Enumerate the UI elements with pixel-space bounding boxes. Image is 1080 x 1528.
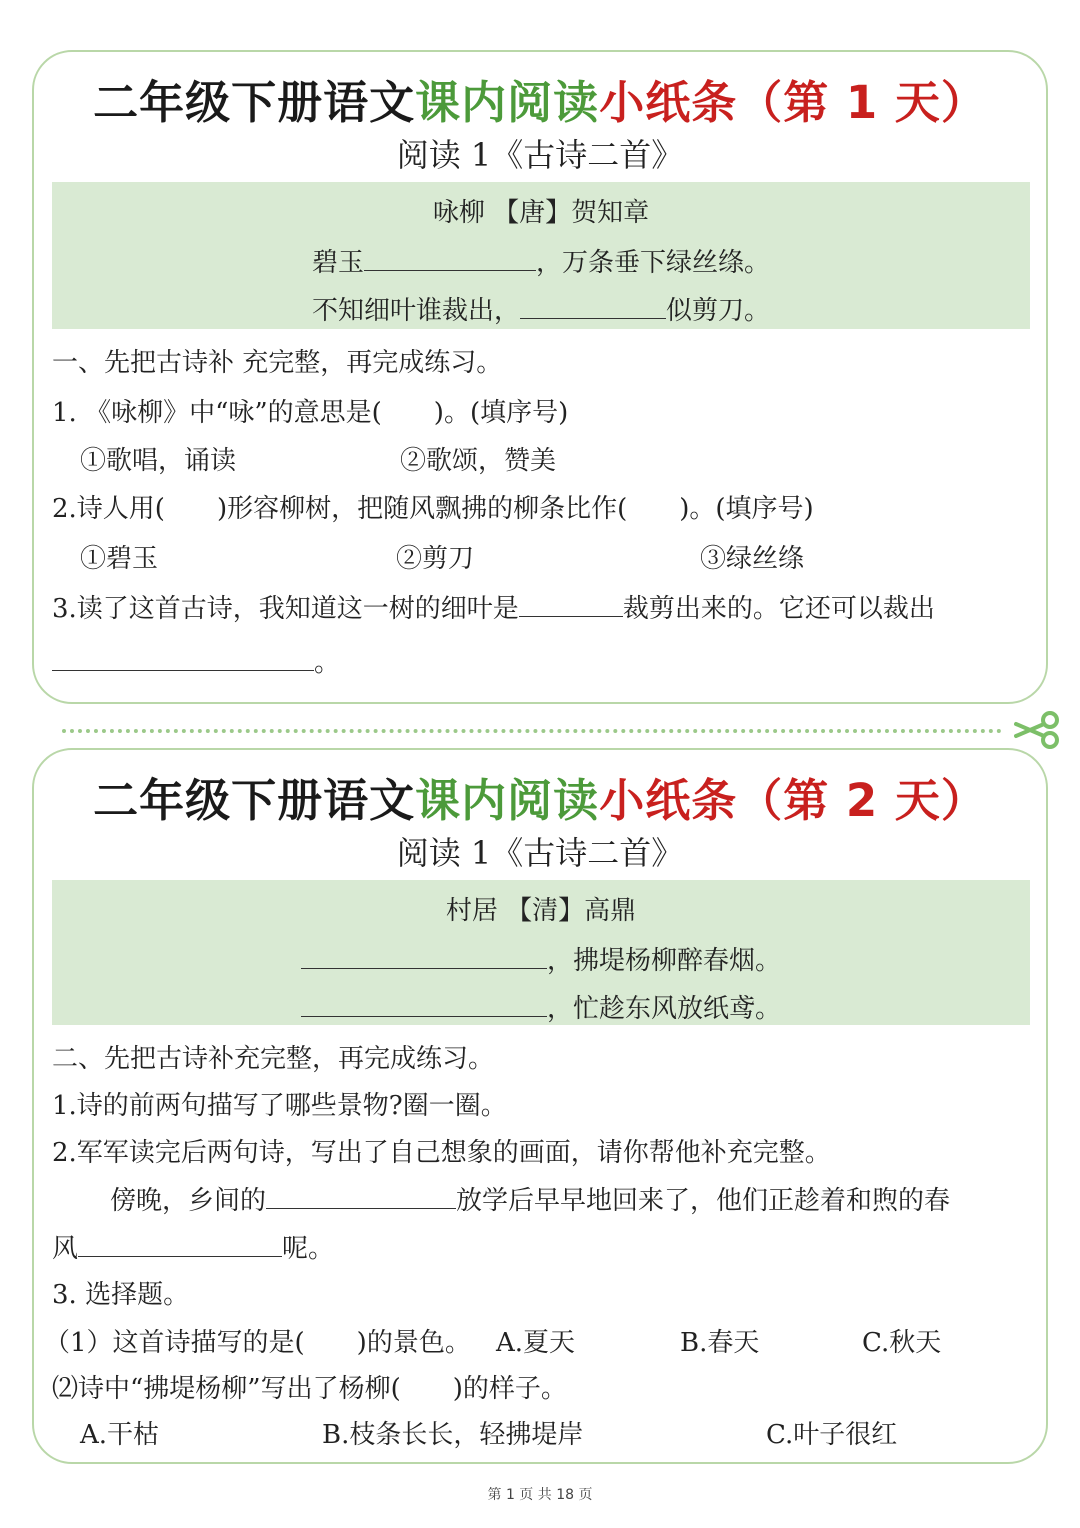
poem-text: 碧玉 — [311, 248, 364, 278]
question-1: 1. 《咏柳》中“咏”的意思是( )。(填序号) — [52, 398, 569, 428]
worksheet-card-day1 — [32, 50, 1048, 704]
q3-1-option-c: C.秋天 — [862, 1328, 942, 1358]
fill-blank[interactable] — [266, 1186, 456, 1209]
scissors-icon — [1012, 710, 1060, 750]
question-3 — [52, 588, 935, 625]
poem-text: ，拂堤杨柳醉春烟。 — [546, 946, 781, 976]
poem-heading: 村居 【清】高鼎 — [445, 896, 637, 926]
fill-blank[interactable] — [78, 1234, 282, 1257]
cut-line — [62, 729, 1002, 733]
poem-text: 不知细叶谁裁出， — [311, 296, 520, 326]
question-3: 3. 选择题。 — [52, 1280, 190, 1310]
question-2-fill — [110, 1180, 950, 1217]
card-title — [34, 66, 1046, 131]
fill-blank[interactable] — [519, 594, 623, 617]
title-prefix: 二年级下册语文 — [93, 76, 416, 129]
q3-1-option-b: B.春天 — [680, 1328, 760, 1358]
question-1: 1.诗的前两句描写了哪些景物?圈一圈。 — [52, 1091, 507, 1121]
q2-option-2: ②剪刀 — [396, 544, 475, 574]
poem-text: 似剪刀。 — [666, 296, 771, 326]
q3-1-option-a: A.夏天 — [496, 1328, 576, 1358]
poem-text: ，万条垂下绿丝绦。 — [536, 248, 771, 278]
poem-line-2 — [52, 988, 1030, 1025]
q2-option-1: ①碧玉 — [80, 544, 159, 574]
title-green: 课内阅读 — [415, 76, 600, 129]
poem-box — [52, 182, 1030, 329]
question-3-1: （1）这首诗描写的是( )的景色。 — [44, 1328, 471, 1358]
question-3-cont — [52, 642, 340, 679]
title-prefix: 二年级下册语文 — [93, 774, 416, 827]
reading-subtitle: 阅读 1《古诗二首》 — [396, 834, 684, 872]
question-text: 放学后早早地回来了，他们正趁着和煦的春 — [456, 1186, 951, 1216]
question-text: 裁剪出来的。它还可以裁出 — [622, 594, 935, 624]
question-text: 风 — [52, 1234, 79, 1264]
q3-2-option-a: A.干枯 — [80, 1420, 160, 1450]
section-heading: 一、先把古诗补 充完整，再完成练习。 — [52, 348, 503, 378]
title-day: 小纸条（第 2 天） — [599, 774, 987, 827]
question-2: 2.军军读完后两句诗，写出了自己想象的画面，请你帮他补充完整。 — [52, 1138, 831, 1168]
fill-blank[interactable] — [364, 248, 536, 271]
question-text: 呢。 — [282, 1234, 335, 1264]
poem-line-1 — [52, 242, 1030, 279]
fill-blank[interactable] — [301, 994, 547, 1017]
poem-box — [52, 880, 1030, 1025]
question-2-fill-cont — [52, 1228, 334, 1265]
worksheet-card-day2 — [32, 748, 1048, 1464]
fill-blank[interactable] — [52, 648, 314, 671]
poem-line-2 — [52, 290, 1030, 327]
page-footer: 第 1 页 共 18 页 — [487, 1487, 593, 1503]
q3-2-option-c: C.叶子很红 — [766, 1420, 898, 1450]
question-2: 2.诗人用( )形容柳树，把随风飘拂的柳条比作( )。(填序号) — [52, 494, 814, 524]
fill-blank[interactable] — [301, 946, 547, 969]
q2-option-3: ③绿丝绦 — [700, 544, 805, 574]
q3-2-option-b: B.枝条长长，轻拂堤岸 — [322, 1420, 584, 1450]
section-heading: 二、先把古诗补充完整，再完成练习。 — [52, 1044, 495, 1074]
q1-option-1: ①歌唱，诵读 — [80, 446, 237, 476]
question-text: 3.读了这首古诗，我知道这一树的细叶是 — [52, 594, 519, 624]
title-green: 课内阅读 — [415, 774, 600, 827]
poem-heading: 咏柳 【唐】贺知章 — [432, 198, 650, 228]
question-text: 傍晚，乡间的 — [110, 1186, 267, 1216]
q1-option-2: ②歌颂，赞美 — [400, 446, 557, 476]
card-title — [34, 764, 1046, 829]
fill-blank[interactable] — [520, 296, 666, 319]
question-3-2: ⑵诗中“拂堤杨柳”写出了杨柳( )的样子。 — [52, 1374, 567, 1404]
poem-text: ，忙趁东风放纸鸢。 — [546, 994, 781, 1024]
reading-subtitle: 阅读 1《古诗二首》 — [396, 136, 684, 174]
question-text: 。 — [314, 648, 341, 678]
poem-line-1 — [52, 940, 1030, 977]
title-day: 小纸条（第 1 天） — [599, 76, 987, 129]
